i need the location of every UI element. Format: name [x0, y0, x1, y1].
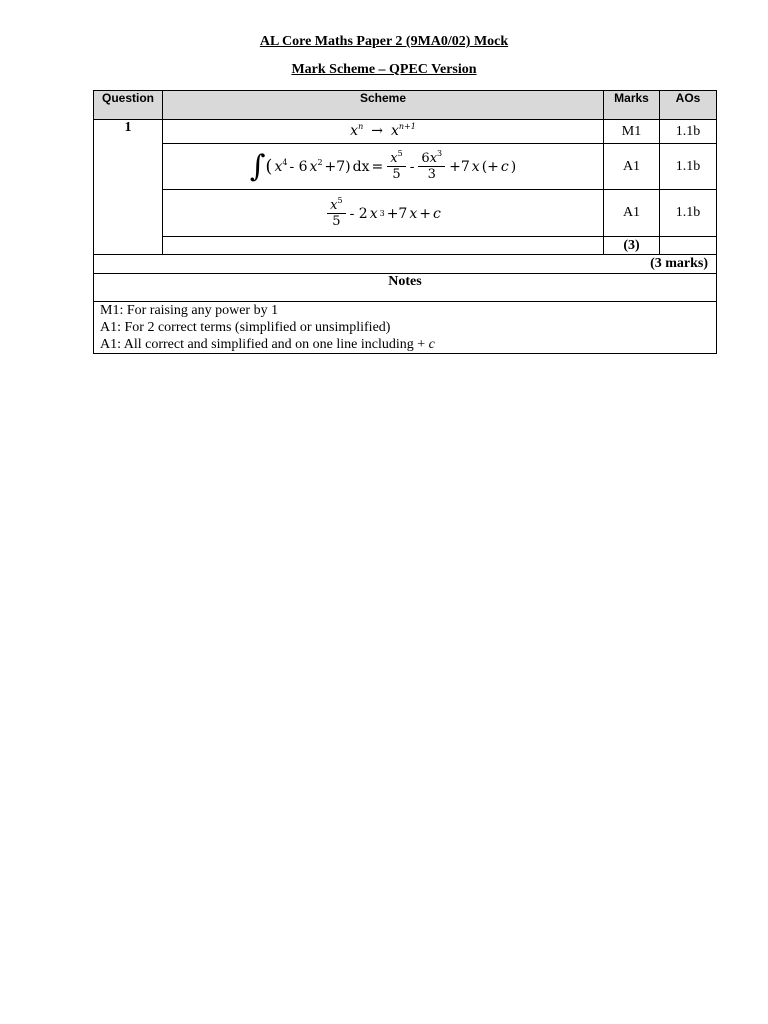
- empty-ao-cell: [660, 237, 717, 255]
- scheme-line-2: [163, 144, 604, 190]
- formula-integral: ∫ ( $x^4$ - 6 $x^2$ +7) dx = $\frac{x^5}{5}$ - $\frac{6x^3}{3}$ +7 x (+ c ): [249, 148, 517, 184]
- note-line: M1: For raising any power by 1: [100, 303, 279, 318]
- notes-heading-row: [94, 274, 717, 302]
- formula-power-rule: $x^n$ → $x^{n+1}$: [350, 122, 416, 139]
- document-title: AL Core Maths Paper 2 (9MA0/02) Mock: [259, 34, 509, 49]
- scheme-line-1: [163, 120, 604, 144]
- header-row: [94, 91, 717, 120]
- mark-scheme-table: [93, 90, 717, 354]
- table-row: [94, 144, 717, 190]
- notes-body: [94, 302, 717, 354]
- mark-cell: M1: [604, 120, 660, 144]
- note-line: A1: For 2 correct terms (simplified or unsimplified): [100, 320, 391, 335]
- ao-cell: 1.1b: [660, 190, 717, 237]
- table-row: [94, 120, 717, 144]
- notes-row: [94, 302, 717, 354]
- ao-cell: 1.1b: [660, 144, 717, 190]
- column-header-question: Question: [94, 91, 163, 120]
- question-number: 1: [94, 120, 163, 255]
- total-row: [94, 255, 717, 274]
- ao-cell: 1.1b: [660, 120, 717, 144]
- column-header-scheme: Scheme: [163, 91, 604, 120]
- scheme-line-3: [163, 190, 604, 237]
- notes-heading: Notes: [94, 274, 717, 302]
- total-marks: (3 marks): [94, 255, 717, 274]
- formula-answer: $\frac{x^5}{5}$ - 2 x 3 +7 x + c: [325, 199, 441, 228]
- mark-cell: A1: [604, 190, 660, 237]
- subtotal-marks: (3): [604, 237, 660, 255]
- empty-scheme-cell: [163, 237, 604, 255]
- note-line: A1: All correct and simplified and on one line including + c: [100, 337, 435, 352]
- document-subtitle: Mark Scheme – QPEC Version: [291, 62, 477, 77]
- column-header-marks: Marks: [604, 91, 660, 120]
- subtotal-row: [94, 237, 717, 255]
- column-header-aos: AOs: [660, 91, 717, 120]
- mark-cell: A1: [604, 144, 660, 190]
- table-row: [94, 190, 717, 237]
